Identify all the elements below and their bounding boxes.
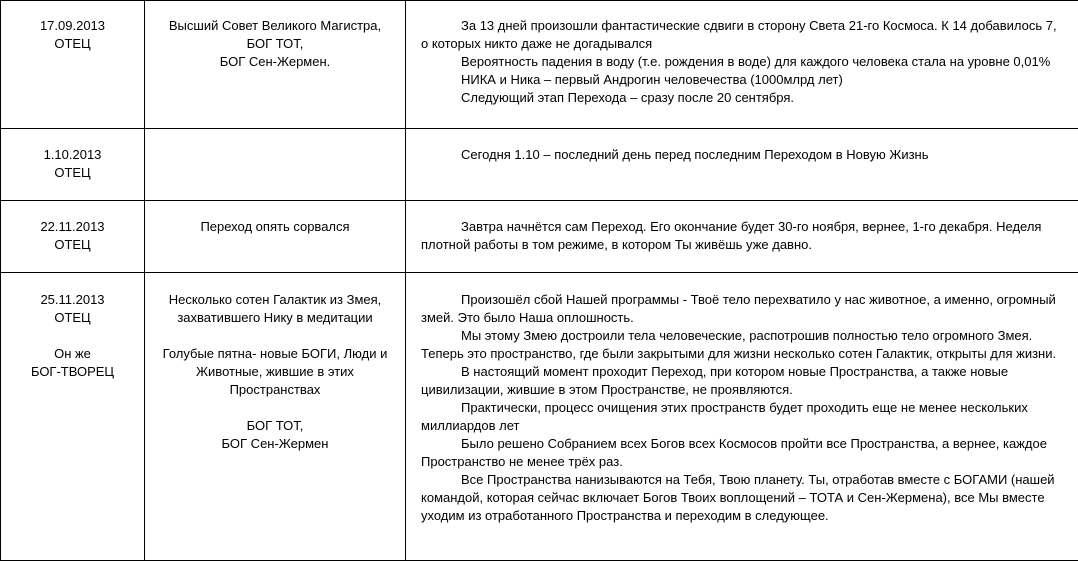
author-text: БОГ-ТВОРЕЦ	[7, 363, 138, 381]
message-paragraph: В настоящий момент проходит Переход, при котором новые Пространства, а также новые цивилизации, жившие в этом Пространстве, не проявляются.	[421, 363, 1067, 399]
source-text: Переход опять сорвался	[151, 218, 399, 236]
source-text: Несколько сотен Галактик из Змея, захватившего Нику в медитации	[151, 291, 399, 327]
date-cell	[1, 1, 145, 129]
source-text: БОГ ТОТ,	[151, 35, 399, 53]
author-text: ОТЕЦ	[7, 309, 138, 327]
source-text: БОГ Сен-Жермен	[151, 435, 399, 453]
author-text: ОТЕЦ	[7, 35, 138, 53]
source-text: Голубые пятна- новые БОГИ, Люди и Животные, жившие в этих Пространствах	[151, 345, 399, 399]
table-row	[1, 273, 1078, 561]
message-cell	[406, 201, 1078, 273]
date-cell	[1, 201, 145, 273]
message-cell	[406, 1, 1078, 129]
author-text: ОТЕЦ	[7, 164, 138, 182]
message-paragraph: Мы этому Змею достроили тела человеческие, распотрошив полностью тело огромного Змея. Теперь это пространство, где были закрытыми для жизни несколько сотен Галактик, открыты для жизни.	[421, 327, 1067, 363]
source-text: БОГ ТОТ,	[151, 417, 399, 435]
date-text: 17.09.2013	[7, 17, 138, 35]
date-cell	[1, 129, 145, 201]
message-paragraph: Произошёл сбой Нашей программы - Твоё тело перехватило у нас животное, а именно, огромный змей. Это было Наша оплошность.	[421, 291, 1067, 327]
message-paragraph: НИКА и Ника – первый Андрогин человечества (1000млрд лет)	[421, 71, 1067, 89]
message-cell	[406, 273, 1078, 561]
message-cell	[406, 129, 1078, 201]
message-paragraph: За 13 дней произошли фантастические сдвиги в сторону Света 21-го Космоса. К 14 добавилось 7, о которых никто даже не догадывался	[421, 17, 1067, 53]
table-row	[1, 201, 1078, 273]
date-text: 22.11.2013	[7, 218, 138, 236]
message-paragraph: Практически, процесс очищения этих пространств будет проходить еще не менее нескольких миллиардов лет	[421, 399, 1067, 435]
message-paragraph: Завтра начнётся сам Переход. Его окончание будет 30-го ноября, вернее, 1-го декабря. Неделя плотной работы в том режиме, в котором Ты живёшь уже давно.	[421, 218, 1067, 254]
source-text: БОГ Сен-Жермен.	[151, 53, 399, 71]
source-cell	[145, 1, 406, 129]
source-cell	[145, 129, 406, 201]
date-text: 1.10.2013	[7, 146, 138, 164]
date-text: 25.11.2013	[7, 291, 138, 309]
table-row	[1, 129, 1078, 201]
message-paragraph: Сегодня 1.10 – последний день перед последним Переходом в Новую Жизнь	[421, 146, 1067, 164]
author-text: Он же	[7, 345, 138, 363]
source-cell	[145, 201, 406, 273]
source-text: Высший Совет Великого Магистра,	[151, 17, 399, 35]
date-cell	[1, 273, 145, 561]
author-text: ОТЕЦ	[7, 236, 138, 254]
source-cell	[145, 273, 406, 561]
message-paragraph: Следующий этап Перехода – сразу после 20 сентября.	[421, 89, 1067, 107]
table-row	[1, 1, 1078, 129]
message-paragraph: Все Пространства нанизываются на Тебя, Твою планету. Ты, отработав вместе с БОГАМИ (нашей командой, которая сейчас включает Богов Твоих воплощений – ТОТА и Сен-Жермена), все Мы вместе уходим из отработанного Пространства и переходим в следующее.	[421, 471, 1067, 525]
message-paragraph: Вероятность падения в воду (т.е. рождения в воде) для каждого человека стала на уровне 0,01%	[421, 53, 1067, 71]
message-paragraph: Было решено Собранием всех Богов всех Космосов пройти все Пространства, а вернее, каждое Пространство не менее трёх раз.	[421, 435, 1067, 471]
